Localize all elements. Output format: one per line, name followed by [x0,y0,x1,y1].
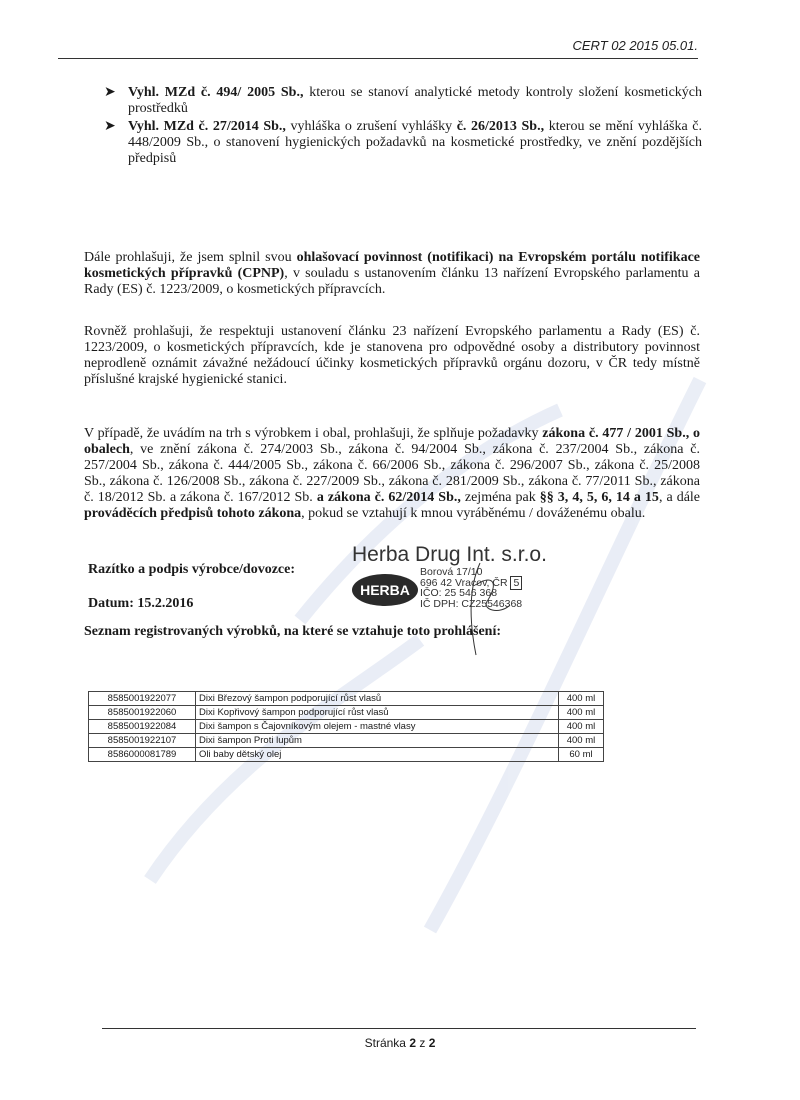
table-row [89,720,604,734]
table-row [89,734,604,748]
para-text: zejména pak [460,490,540,505]
regulation-text: kterou se stanoví analytické metody kontroly složení kosmetických prostředků [128,85,702,116]
product-code: 8585001922060 [89,706,196,720]
para-text: V případě, že uvádím na trh s výrobkem i obal, prohlašuji, že splňuje požadavky [84,426,543,441]
para-text: , pokud se vztahují k mnou vyráběnému / dováženému obalu. [301,506,646,521]
product-name: Dixi šampon s Čajovníkovým olejem - mastné vlasy [196,720,559,734]
product-table [88,691,604,762]
product-code: 8585001922107 [89,734,196,748]
herba-logo [351,573,419,607]
para-text: , ve znění zákona č. 274/2003 Sb., zákona č. 94/2004 Sb., zákona č. 237/2004 Sb., zákona č. 257/2004 Sb., zákona č. 444/2005 Sb., zákona č. 66/2006 Sb., zákona č. 296/2007 Sb., zákona č. 25/2008 Sb., zákona č. 126/2008 Sb., zákona č. 227/2009 Sb., zákona č. 281/2009 Sb., zákona č. 77/2011 Sb., zákona č. 18/2012 Sb. a zákona č. 167/2012 Sb. [84,442,700,505]
table-row [89,706,604,720]
stamp-street: Borová 17/10 [420,566,483,578]
handwritten-signature [440,555,520,665]
product-volume: 60 ml [559,748,604,762]
header-divider [58,58,698,59]
table-row [89,748,604,762]
para-text: , v souladu s ustanovením článku 13 nařízení Evropského parlamentu a Rady (ES) č. 1223/2009, o kosmetických přípravcích. [84,266,700,297]
product-name: Dixi Kopřivový šampon podporující růst vlasů [196,706,559,720]
product-volume: 400 ml [559,734,604,748]
stamp-city: 696 42 Vracov, ČR [420,576,508,589]
packaging-paragraph [84,426,700,522]
regulation-item [104,119,702,167]
notification-paragraph [84,250,700,298]
product-list-title: Seznam registrovaných výrobků, na které se vztahuje toto prohlášení: [84,624,502,639]
regulation-text: vyhláška o zrušení vyhlášky [285,119,457,134]
signature-label: Razítko a podpis výrobce/dovozce: [88,562,296,577]
regulation-ref: Vyhl. MZd č. 27/2014 Sb., [128,119,286,134]
logo-text: HERBA [360,582,410,598]
regulation-text-2: kterou se mění vyhláška č. 448/2009 Sb., o stanovení hygienických požadavků na kosmetické prostředky, ve znění pozdějších předpisů [128,119,703,166]
para-emphasis: prováděcích předpisů tohoto zákona [84,506,302,521]
regulation-ref-2: č. 26/2013 Sb., [456,119,545,134]
page-current: 2 [409,1036,417,1050]
product-code: 8585001922077 [89,692,196,706]
page-total: 2 [428,1036,436,1050]
product-code: 8586000081789 [89,748,196,762]
product-volume: 400 ml [559,706,604,720]
stamp-ico: IČO: 25 546 368 [420,587,498,599]
table-row [89,692,604,706]
product-code: 8585001922084 [89,720,196,734]
page-number [0,1036,800,1050]
product-name: Dixi šampon Proti lupům [196,734,559,748]
date-label: Datum: 15.2.2016 [88,596,194,611]
product-volume: 400 ml [559,692,604,706]
arrow-bullet-icon: ➤ [104,119,116,134]
product-name: Dixi Březový šampon podporující růst vlasů [196,692,559,706]
stamp-dic: IČ DPH: CZ25546368 [420,597,523,610]
regulation-ref: Vyhl. MZd č. 494/ 2005 Sb., [128,85,304,100]
certificate-reference: CERT 02 2015 05.01. [572,38,698,53]
regulation-list [104,85,702,169]
page-label: Stránka [364,1036,410,1050]
stamp-box: 5 [510,576,522,590]
product-name: Oli baby dětský olej [196,748,559,762]
stamp-company-name: Herba Drug Int. s.r.o. [352,543,547,566]
para-text: Dále prohlašuji, že jsem splnil svou [84,250,297,265]
arrow-bullet-icon: ➤ [104,85,116,100]
para-emphasis: a zákona č. 62/2014 Sb., [316,490,461,505]
para-emphasis: ohlašovací povinnost (notifikaci) na Evropském portálu notifikace kosmetických přípravků (CPNP) [84,250,700,281]
responsibility-paragraph: Rovněž prohlašuji, že respektuji ustanovení článku 23 nařízení Evropského parlamentu a Rady (ES) č. 1223/2009, o kosmetických přípravcích, kde je stanovena pro odpovědné osoby a distributory povinnost neprodleně oznámit závažné nežádoucí účinky kosmetických přípravků orgánu dozoru, v ČR tedy místně příslušné krajské hygienické stanici. [84,324,700,387]
para-text: , a dále [658,490,701,505]
para-emphasis: zákona č. 477 / 2001 Sb., o obalech [84,426,700,457]
product-volume: 400 ml [559,720,604,734]
footer-divider [102,1028,696,1029]
para-emphasis: §§ 3, 4, 5, 6, 14 a 15 [539,490,659,505]
regulation-item [104,85,702,117]
page-of: z [416,1036,429,1050]
